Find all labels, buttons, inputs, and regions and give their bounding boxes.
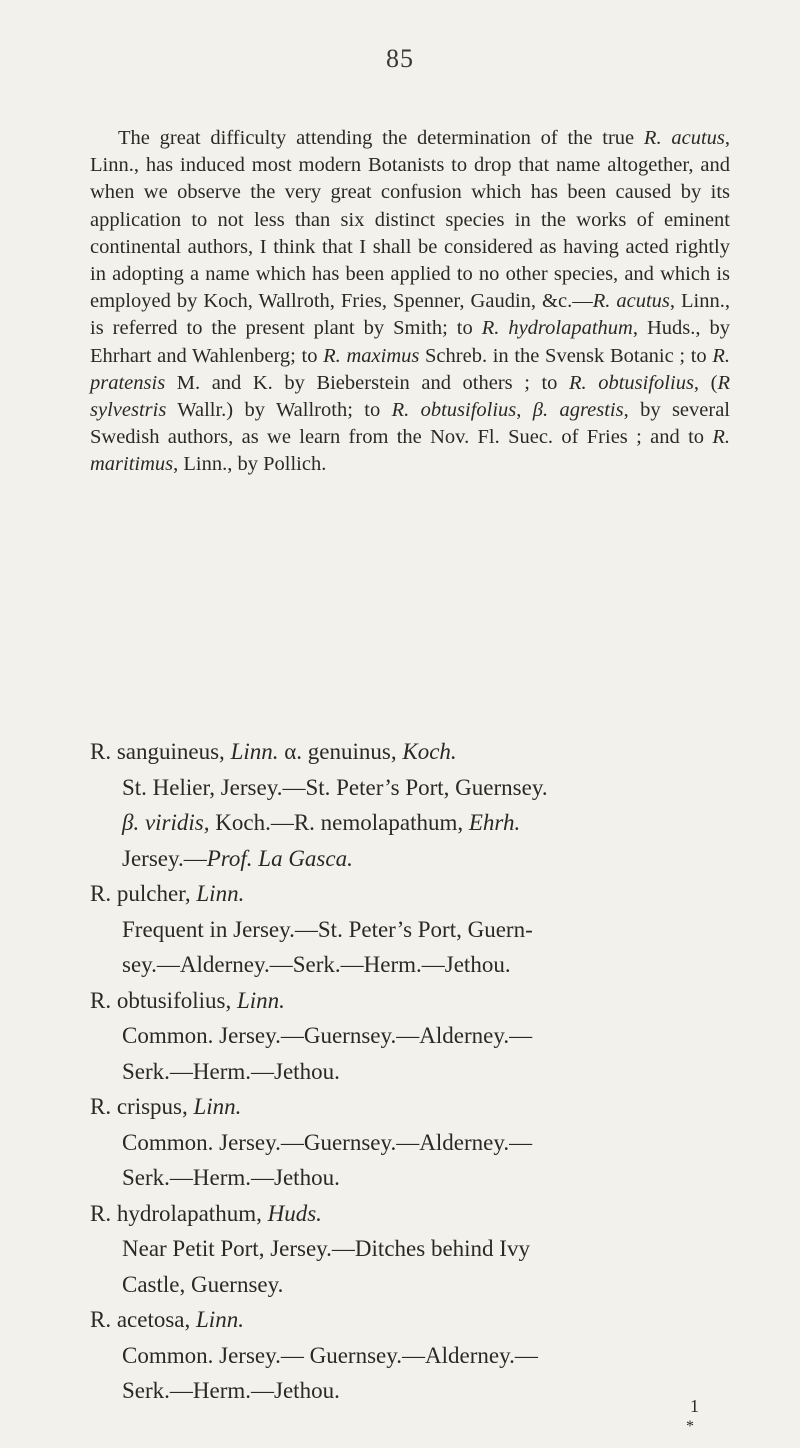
text-run: , by several Swedish authors, as we learn from the Nov. Fl. Suec. of Fries ; and to — [90, 399, 730, 449]
species-entry — [90, 1196, 740, 1303]
locality-line — [90, 1125, 740, 1161]
species-entry — [90, 1089, 740, 1196]
text-run: , Linn., is referred to the present plant by Smith; to — [90, 290, 730, 340]
italic-text: R. pratensis — [90, 344, 731, 394]
italic-text: Huds. — [267, 1200, 322, 1226]
text-run: Near Petit Port, Jersey.—Ditches behind Ivy — [122, 1236, 530, 1261]
text-run: , Linn., has induced most modern Botanists to drop that name altogether, and when we observe the very great confusion which has been caused by its application to not less than six distinct species in the works of eminent continental authors, I think that I shall be considered as having acted rightly in adopting a name which has been applied to no other species, and which is employed by Koch, Wallroth, Fries, Spenner, Gaudin, &c.— — [90, 127, 730, 313]
text-run: Common. Jersey.—Guernsey.—Alderney.— — [122, 1129, 533, 1155]
species-name — [90, 876, 740, 912]
italic-text: β. agrestis — [532, 399, 624, 422]
text-run: , Linn., by Pollich. — [173, 453, 327, 476]
text-run: Jersey.— — [122, 845, 207, 871]
text-run: St. Helier, Jersey.—St. Peter’s Port, Guernsey. — [122, 774, 548, 800]
species-list — [90, 734, 740, 1409]
italic-text: Koch. — [402, 739, 457, 764]
italic-text: Linn. — [196, 881, 245, 906]
text-run: Wallr.) by Wallroth; to — [166, 399, 392, 422]
locality-line — [90, 841, 740, 877]
locality-line — [90, 1231, 740, 1267]
text-run: Common. Jersey.— Guernsey.—Alderney.— — [122, 1342, 538, 1368]
locality-line — [90, 912, 740, 948]
locality-line — [90, 770, 740, 806]
text-run: R. acetosa, — [90, 1307, 197, 1332]
species-name — [90, 1196, 740, 1232]
species-entry — [90, 734, 740, 876]
italic-text: R sylvestris — [90, 371, 730, 422]
text-run: R. hydrolapathum, — [90, 1200, 268, 1226]
locality-line — [90, 947, 740, 983]
text-run: Frequent in Jersey.—St. Peter’s Port, Guern- — [122, 916, 533, 942]
catchword-mark: * — [686, 1418, 694, 1435]
italic-text: Linn. — [196, 1307, 244, 1332]
text-run: R. obtusifolius, — [90, 987, 237, 1013]
italic-text: R. maritimus — [90, 426, 730, 476]
italic-text: R. acutus — [592, 290, 670, 313]
text-run: , ( — [693, 371, 718, 394]
species-entry — [90, 983, 740, 1090]
species-name — [90, 1089, 740, 1125]
species-name — [90, 983, 740, 1019]
text-run: , Huds., by Ehrhart and Wahlenberg; to — [90, 317, 730, 367]
text-run: Serk.—Herm.—Jethou. — [122, 1165, 340, 1190]
italic-text: Linn. — [230, 739, 279, 764]
locality-line — [90, 1160, 740, 1196]
italic-text: R. obtusifolius — [391, 399, 517, 422]
species-entry — [90, 1302, 740, 1409]
species-name — [90, 1302, 740, 1338]
text-run: R. crispus, — [90, 1094, 194, 1119]
text-run: M. and K. by Bieberstein and others ; to — [165, 371, 570, 394]
text-run: Common. Jersey.—Guernsey.—Alderney.— — [122, 1023, 533, 1048]
italic-text: R. hydrolapathum — [481, 317, 633, 340]
text-run: Koch.—R. nemolapathum, — [209, 810, 469, 835]
text-run: Castle, Guernsey. — [122, 1271, 284, 1297]
text-run: sey.—Alderney.—Serk.—Herm.—Jethou. — [122, 952, 511, 977]
locality-line — [90, 1373, 740, 1409]
text-run: Serk.—Herm.—Jethou. — [122, 1058, 340, 1084]
text-run: R. sanguineus, — [90, 739, 231, 764]
text-run: R. pulcher, — [90, 881, 197, 906]
italic-text: R. obtusifolius — [569, 371, 694, 394]
italic-text: R. maximus — [323, 344, 420, 367]
text-run: α. genuinus, — [278, 739, 403, 764]
locality-line — [90, 1338, 740, 1374]
locality-line — [90, 1267, 740, 1303]
page-number: 85 — [386, 44, 414, 73]
italic-text: Linn. — [193, 1094, 242, 1119]
species-name — [90, 734, 740, 770]
italic-text: β. viridis, — [122, 810, 210, 835]
italic-text: Ehrh. — [468, 810, 521, 835]
italic-text: Prof. La Gasca. — [206, 845, 353, 871]
italic-text: R. acutus — [643, 127, 725, 149]
locality-line — [90, 1054, 740, 1090]
locality-line — [90, 1018, 740, 1054]
italic-text: Linn. — [236, 987, 285, 1013]
intro-paragraph — [90, 125, 730, 479]
text-run: Schreb. in the Svensk Botanic ; to — [419, 344, 713, 367]
locality-line — [90, 805, 740, 841]
text-run: , — [516, 399, 533, 422]
text-run: The great difficulty attending the determination of the true — [118, 127, 644, 149]
text-run: Serk.—Herm.—Jethou. — [122, 1378, 340, 1403]
species-entry — [90, 876, 740, 983]
signature-mark: 1 — [690, 1396, 699, 1416]
